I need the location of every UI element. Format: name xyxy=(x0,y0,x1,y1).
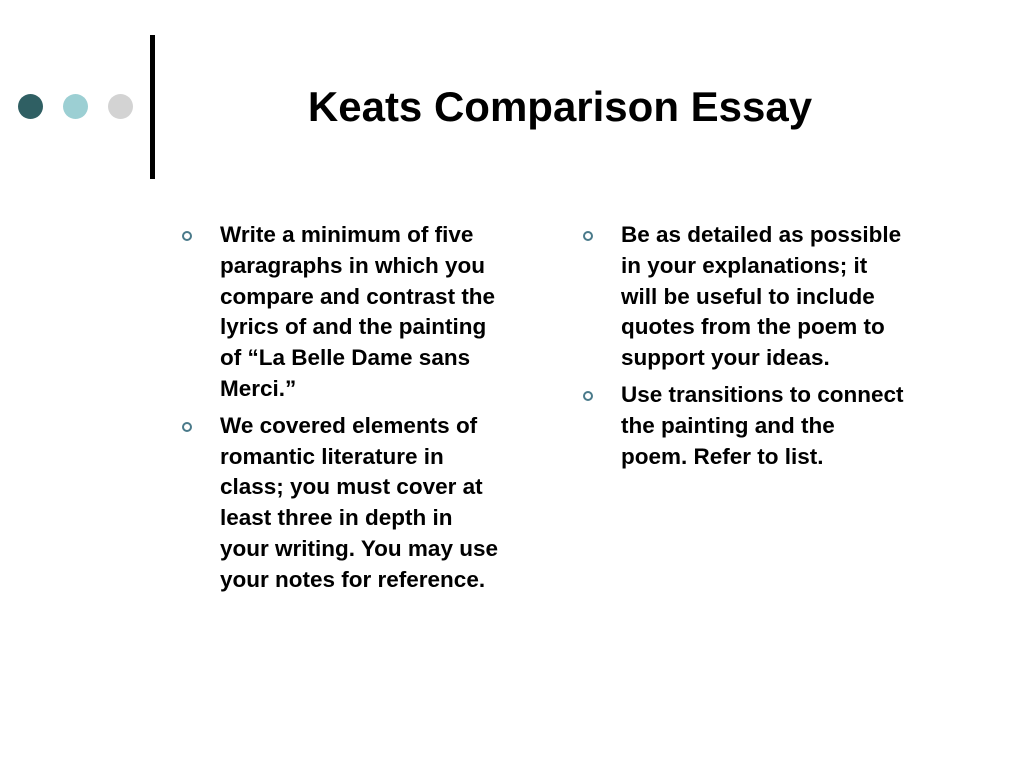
list-item xyxy=(583,380,963,472)
left-column-list xyxy=(182,220,554,602)
dot-gray xyxy=(108,94,133,119)
dot-dark-teal xyxy=(18,94,43,119)
ring-bullet-icon xyxy=(182,231,192,241)
list-item xyxy=(182,411,554,596)
ring-bullet-icon xyxy=(583,391,593,401)
list-item xyxy=(182,220,554,405)
list-item-text: Use transitions to connect the painting and the poem. Refer to list. xyxy=(621,381,904,469)
title-divider-line xyxy=(150,35,155,179)
list-item-text: Be as detailed as possible in your explanations; it will be useful to include quotes from the poem to support your ideas. xyxy=(621,222,902,371)
list-item-text: We covered elements of romantic literature in class; you must cover at least three in depth in your writing. You may use your notes for reference. xyxy=(220,412,498,592)
dot-light-teal xyxy=(63,94,88,119)
list-item-text: Write a minimum of five paragraphs in which you compare and contrast the lyrics of and the painting of “La Belle Dame sans Merci.” xyxy=(220,222,496,401)
ring-bullet-icon xyxy=(583,231,593,241)
list-item xyxy=(583,220,963,374)
ring-bullet-icon xyxy=(182,422,192,432)
decorative-dots xyxy=(18,94,133,119)
right-column-list xyxy=(583,220,963,478)
slide-title: Keats Comparison Essay xyxy=(307,83,813,130)
